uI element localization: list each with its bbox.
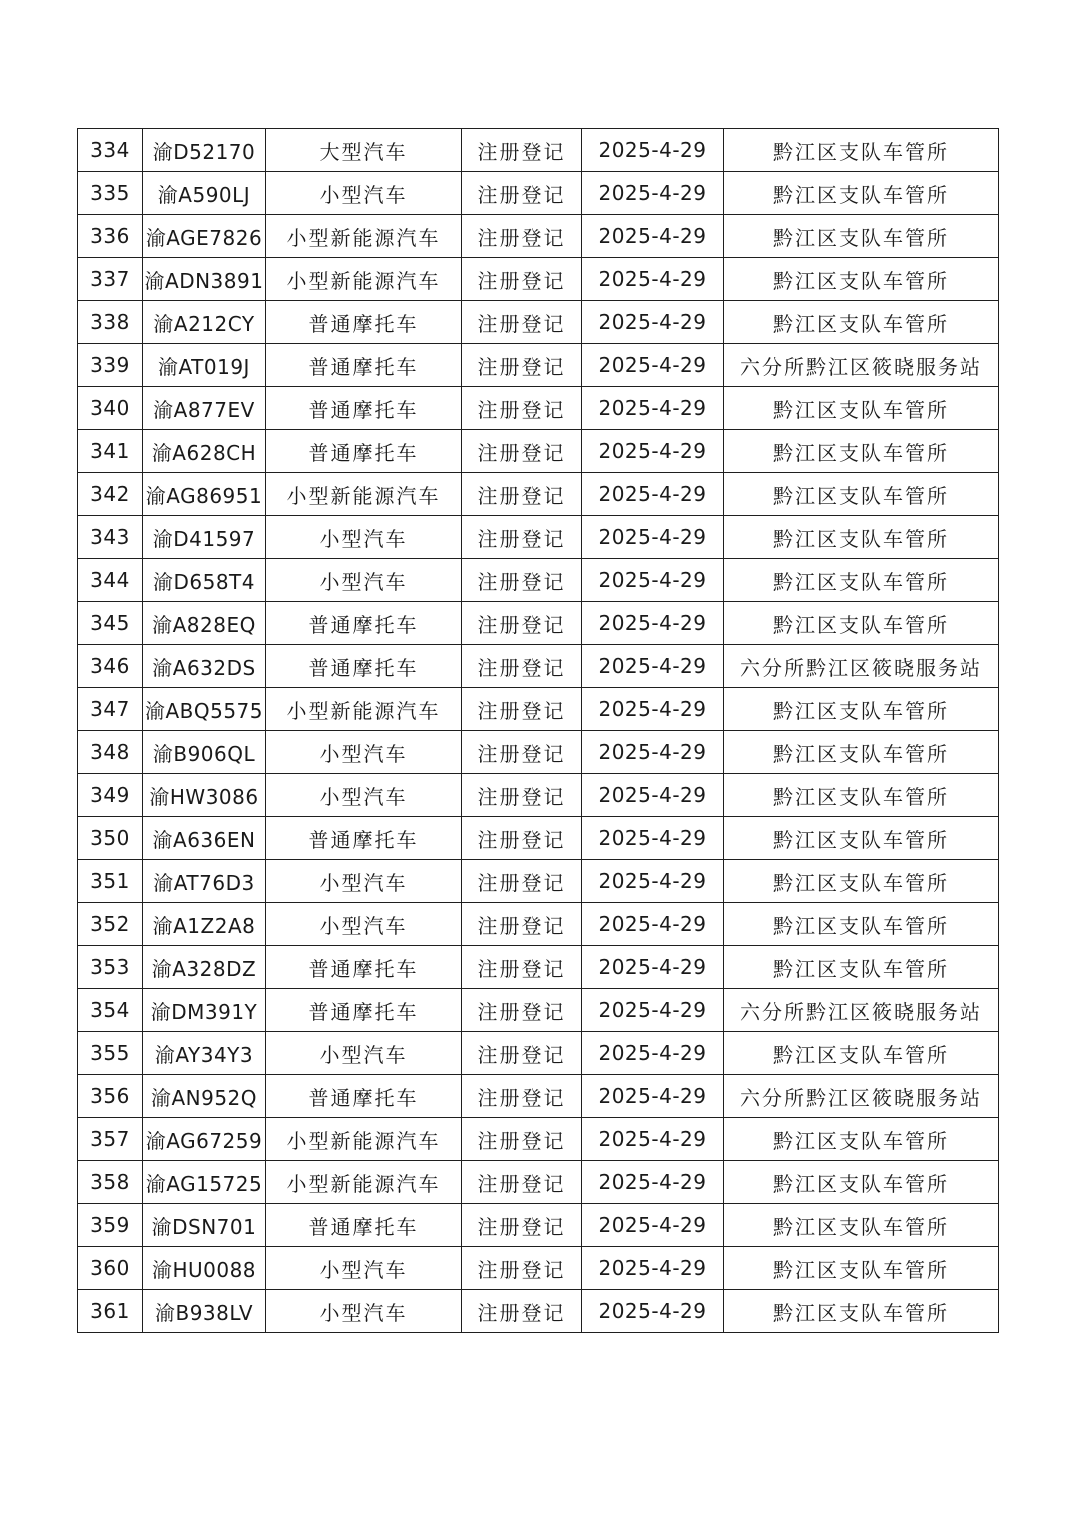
business-type-cell: 注册登记 xyxy=(462,1204,582,1247)
business-type-cell: 注册登记 xyxy=(462,946,582,989)
date-cell: 2025-4-29 xyxy=(582,430,724,473)
date-cell: 2025-4-29 xyxy=(582,1247,724,1290)
table-row xyxy=(78,774,999,817)
office-cell: 黔江区支队车管所 xyxy=(724,1032,999,1075)
plate-number-cell: 渝ABQ5575 xyxy=(143,688,266,731)
office-cell: 黔江区支队车管所 xyxy=(724,817,999,860)
plate-number-cell: 渝B938LV xyxy=(143,1290,266,1333)
vehicle-type-cell: 小型汽车 xyxy=(266,903,462,946)
plate-number-cell: 渝AGE7826 xyxy=(143,215,266,258)
table-row xyxy=(78,1161,999,1204)
office-cell: 黔江区支队车管所 xyxy=(724,946,999,989)
row-number-cell: 344 xyxy=(78,559,143,602)
office-cell: 黔江区支队车管所 xyxy=(724,215,999,258)
table-row xyxy=(78,344,999,387)
row-number-cell: 351 xyxy=(78,860,143,903)
row-number-cell: 355 xyxy=(78,1032,143,1075)
table-row xyxy=(78,301,999,344)
row-number-cell: 346 xyxy=(78,645,143,688)
table-row xyxy=(78,258,999,301)
office-cell: 黔江区支队车管所 xyxy=(724,688,999,731)
plate-number-cell: 渝DSN701 xyxy=(143,1204,266,1247)
vehicle-type-cell: 小型新能源汽车 xyxy=(266,473,462,516)
office-cell: 黔江区支队车管所 xyxy=(724,473,999,516)
office-cell: 黔江区支队车管所 xyxy=(724,903,999,946)
business-type-cell: 注册登记 xyxy=(462,301,582,344)
vehicle-type-cell: 小型汽车 xyxy=(266,172,462,215)
row-number-cell: 357 xyxy=(78,1118,143,1161)
table-row xyxy=(78,172,999,215)
vehicle-type-cell: 小型新能源汽车 xyxy=(266,215,462,258)
date-cell: 2025-4-29 xyxy=(582,1075,724,1118)
business-type-cell: 注册登记 xyxy=(462,473,582,516)
row-number-cell: 361 xyxy=(78,1290,143,1333)
plate-number-cell: 渝A877EV xyxy=(143,387,266,430)
date-cell: 2025-4-29 xyxy=(582,1032,724,1075)
office-cell: 黔江区支队车管所 xyxy=(724,559,999,602)
office-cell: 黔江区支队车管所 xyxy=(724,860,999,903)
table-row xyxy=(78,645,999,688)
row-number-cell: 350 xyxy=(78,817,143,860)
plate-number-cell: 渝AG15725 xyxy=(143,1161,266,1204)
plate-number-cell: 渝ADN3891 xyxy=(143,258,266,301)
vehicle-type-cell: 小型汽车 xyxy=(266,731,462,774)
vehicle-type-cell: 小型新能源汽车 xyxy=(266,258,462,301)
row-number-cell: 343 xyxy=(78,516,143,559)
business-type-cell: 注册登记 xyxy=(462,1247,582,1290)
row-number-cell: 342 xyxy=(78,473,143,516)
business-type-cell: 注册登记 xyxy=(462,1032,582,1075)
vehicle-type-cell: 普通摩托车 xyxy=(266,989,462,1032)
business-type-cell: 注册登记 xyxy=(462,387,582,430)
vehicle-type-cell: 小型新能源汽车 xyxy=(266,1118,462,1161)
date-cell: 2025-4-29 xyxy=(582,516,724,559)
plate-number-cell: 渝AN952Q xyxy=(143,1075,266,1118)
row-number-cell: 340 xyxy=(78,387,143,430)
table-row xyxy=(78,817,999,860)
date-cell: 2025-4-29 xyxy=(582,172,724,215)
table-row xyxy=(78,1204,999,1247)
vehicle-type-cell: 小型汽车 xyxy=(266,860,462,903)
vehicle-type-cell: 普通摩托车 xyxy=(266,946,462,989)
table-row xyxy=(78,430,999,473)
business-type-cell: 注册登记 xyxy=(462,1075,582,1118)
business-type-cell: 注册登记 xyxy=(462,129,582,172)
row-number-cell: 347 xyxy=(78,688,143,731)
business-type-cell: 注册登记 xyxy=(462,559,582,602)
office-cell: 六分所黔江区筱晓服务站 xyxy=(724,989,999,1032)
table-row xyxy=(78,1118,999,1161)
date-cell: 2025-4-29 xyxy=(582,989,724,1032)
row-number-cell: 341 xyxy=(78,430,143,473)
table-row xyxy=(78,1290,999,1333)
date-cell: 2025-4-29 xyxy=(582,1161,724,1204)
office-cell: 黔江区支队车管所 xyxy=(724,774,999,817)
date-cell: 2025-4-29 xyxy=(582,559,724,602)
business-type-cell: 注册登记 xyxy=(462,516,582,559)
office-cell: 黔江区支队车管所 xyxy=(724,516,999,559)
table-row xyxy=(78,473,999,516)
office-cell: 黔江区支队车管所 xyxy=(724,430,999,473)
table-row xyxy=(78,129,999,172)
vehicle-type-cell: 小型汽车 xyxy=(266,559,462,602)
business-type-cell: 注册登记 xyxy=(462,430,582,473)
vehicle-type-cell: 普通摩托车 xyxy=(266,1204,462,1247)
office-cell: 六分所黔江区筱晓服务站 xyxy=(724,344,999,387)
office-cell: 黔江区支队车管所 xyxy=(724,172,999,215)
table-row xyxy=(78,602,999,645)
vehicle-registration-table xyxy=(77,128,999,1333)
row-number-cell: 349 xyxy=(78,774,143,817)
plate-number-cell: 渝A212CY xyxy=(143,301,266,344)
business-type-cell: 注册登记 xyxy=(462,258,582,301)
plate-number-cell: 渝A628CH xyxy=(143,430,266,473)
vehicle-type-cell: 普通摩托车 xyxy=(266,645,462,688)
date-cell: 2025-4-29 xyxy=(582,473,724,516)
office-cell: 黔江区支队车管所 xyxy=(724,1161,999,1204)
vehicle-type-cell: 小型新能源汽车 xyxy=(266,1161,462,1204)
office-cell: 黔江区支队车管所 xyxy=(724,1204,999,1247)
row-number-cell: 356 xyxy=(78,1075,143,1118)
table-row xyxy=(78,731,999,774)
table-row xyxy=(78,688,999,731)
business-type-cell: 注册登记 xyxy=(462,645,582,688)
office-cell: 黔江区支队车管所 xyxy=(724,258,999,301)
office-cell: 黔江区支队车管所 xyxy=(724,1290,999,1333)
row-number-cell: 345 xyxy=(78,602,143,645)
row-number-cell: 360 xyxy=(78,1247,143,1290)
office-cell: 黔江区支队车管所 xyxy=(724,1247,999,1290)
business-type-cell: 注册登记 xyxy=(462,1161,582,1204)
date-cell: 2025-4-29 xyxy=(582,129,724,172)
business-type-cell: 注册登记 xyxy=(462,903,582,946)
plate-number-cell: 渝AG86951 xyxy=(143,473,266,516)
date-cell: 2025-4-29 xyxy=(582,731,724,774)
row-number-cell: 339 xyxy=(78,344,143,387)
row-number-cell: 352 xyxy=(78,903,143,946)
office-cell: 黔江区支队车管所 xyxy=(724,731,999,774)
plate-number-cell: 渝A590LJ xyxy=(143,172,266,215)
vehicle-type-cell: 普通摩托车 xyxy=(266,602,462,645)
row-number-cell: 354 xyxy=(78,989,143,1032)
date-cell: 2025-4-29 xyxy=(582,903,724,946)
business-type-cell: 注册登记 xyxy=(462,344,582,387)
plate-number-cell: 渝AG67259 xyxy=(143,1118,266,1161)
table-row xyxy=(78,387,999,430)
date-cell: 2025-4-29 xyxy=(582,1290,724,1333)
date-cell: 2025-4-29 xyxy=(582,602,724,645)
date-cell: 2025-4-29 xyxy=(582,645,724,688)
business-type-cell: 注册登记 xyxy=(462,860,582,903)
date-cell: 2025-4-29 xyxy=(582,301,724,344)
table-row xyxy=(78,860,999,903)
row-number-cell: 334 xyxy=(78,129,143,172)
table-row xyxy=(78,516,999,559)
business-type-cell: 注册登记 xyxy=(462,774,582,817)
vehicle-type-cell: 普通摩托车 xyxy=(266,344,462,387)
vehicle-type-cell: 普通摩托车 xyxy=(266,430,462,473)
row-number-cell: 336 xyxy=(78,215,143,258)
business-type-cell: 注册登记 xyxy=(462,1290,582,1333)
date-cell: 2025-4-29 xyxy=(582,688,724,731)
vehicle-type-cell: 小型新能源汽车 xyxy=(266,688,462,731)
plate-number-cell: 渝AT76D3 xyxy=(143,860,266,903)
row-number-cell: 337 xyxy=(78,258,143,301)
vehicle-type-cell: 小型汽车 xyxy=(266,774,462,817)
vehicle-type-cell: 普通摩托车 xyxy=(266,301,462,344)
row-number-cell: 353 xyxy=(78,946,143,989)
business-type-cell: 注册登记 xyxy=(462,817,582,860)
vehicle-type-cell: 普通摩托车 xyxy=(266,387,462,430)
office-cell: 黔江区支队车管所 xyxy=(724,1118,999,1161)
table-row xyxy=(78,989,999,1032)
plate-number-cell: 渝D41597 xyxy=(143,516,266,559)
date-cell: 2025-4-29 xyxy=(582,258,724,301)
business-type-cell: 注册登记 xyxy=(462,1118,582,1161)
row-number-cell: 348 xyxy=(78,731,143,774)
date-cell: 2025-4-29 xyxy=(582,860,724,903)
table-row xyxy=(78,1075,999,1118)
date-cell: 2025-4-29 xyxy=(582,817,724,860)
plate-number-cell: 渝A636EN xyxy=(143,817,266,860)
office-cell: 黔江区支队车管所 xyxy=(724,602,999,645)
date-cell: 2025-4-29 xyxy=(582,946,724,989)
business-type-cell: 注册登记 xyxy=(462,602,582,645)
plate-number-cell: 渝A328DZ xyxy=(143,946,266,989)
business-type-cell: 注册登记 xyxy=(462,688,582,731)
date-cell: 2025-4-29 xyxy=(582,344,724,387)
plate-number-cell: 渝A828EQ xyxy=(143,602,266,645)
office-cell: 六分所黔江区筱晓服务站 xyxy=(724,1075,999,1118)
business-type-cell: 注册登记 xyxy=(462,731,582,774)
date-cell: 2025-4-29 xyxy=(582,387,724,430)
date-cell: 2025-4-29 xyxy=(582,1204,724,1247)
plate-number-cell: 渝D658T4 xyxy=(143,559,266,602)
table-row xyxy=(78,1032,999,1075)
plate-number-cell: 渝B906QL xyxy=(143,731,266,774)
table-row xyxy=(78,559,999,602)
vehicle-type-cell: 小型汽车 xyxy=(266,1290,462,1333)
table-row xyxy=(78,215,999,258)
row-number-cell: 358 xyxy=(78,1161,143,1204)
table-row xyxy=(78,946,999,989)
table-row xyxy=(78,903,999,946)
office-cell: 六分所黔江区筱晓服务站 xyxy=(724,645,999,688)
table-row xyxy=(78,1247,999,1290)
vehicle-type-cell: 小型汽车 xyxy=(266,516,462,559)
vehicle-type-cell: 小型汽车 xyxy=(266,1032,462,1075)
business-type-cell: 注册登记 xyxy=(462,215,582,258)
vehicle-type-cell: 普通摩托车 xyxy=(266,1075,462,1118)
plate-number-cell: 渝HW3086 xyxy=(143,774,266,817)
date-cell: 2025-4-29 xyxy=(582,215,724,258)
business-type-cell: 注册登记 xyxy=(462,989,582,1032)
vehicle-type-cell: 普通摩托车 xyxy=(266,817,462,860)
plate-number-cell: 渝AY34Y3 xyxy=(143,1032,266,1075)
office-cell: 黔江区支队车管所 xyxy=(724,387,999,430)
plate-number-cell: 渝A1Z2A8 xyxy=(143,903,266,946)
business-type-cell: 注册登记 xyxy=(462,172,582,215)
table-body xyxy=(78,129,999,1333)
date-cell: 2025-4-29 xyxy=(582,774,724,817)
plate-number-cell: 渝DM391Y xyxy=(143,989,266,1032)
date-cell: 2025-4-29 xyxy=(582,1118,724,1161)
office-cell: 黔江区支队车管所 xyxy=(724,301,999,344)
row-number-cell: 359 xyxy=(78,1204,143,1247)
plate-number-cell: 渝HU0088 xyxy=(143,1247,266,1290)
row-number-cell: 335 xyxy=(78,172,143,215)
plate-number-cell: 渝A632DS xyxy=(143,645,266,688)
vehicle-type-cell: 大型汽车 xyxy=(266,129,462,172)
vehicle-type-cell: 小型汽车 xyxy=(266,1247,462,1290)
office-cell: 黔江区支队车管所 xyxy=(724,129,999,172)
plate-number-cell: 渝D52170 xyxy=(143,129,266,172)
plate-number-cell: 渝AT019J xyxy=(143,344,266,387)
row-number-cell: 338 xyxy=(78,301,143,344)
